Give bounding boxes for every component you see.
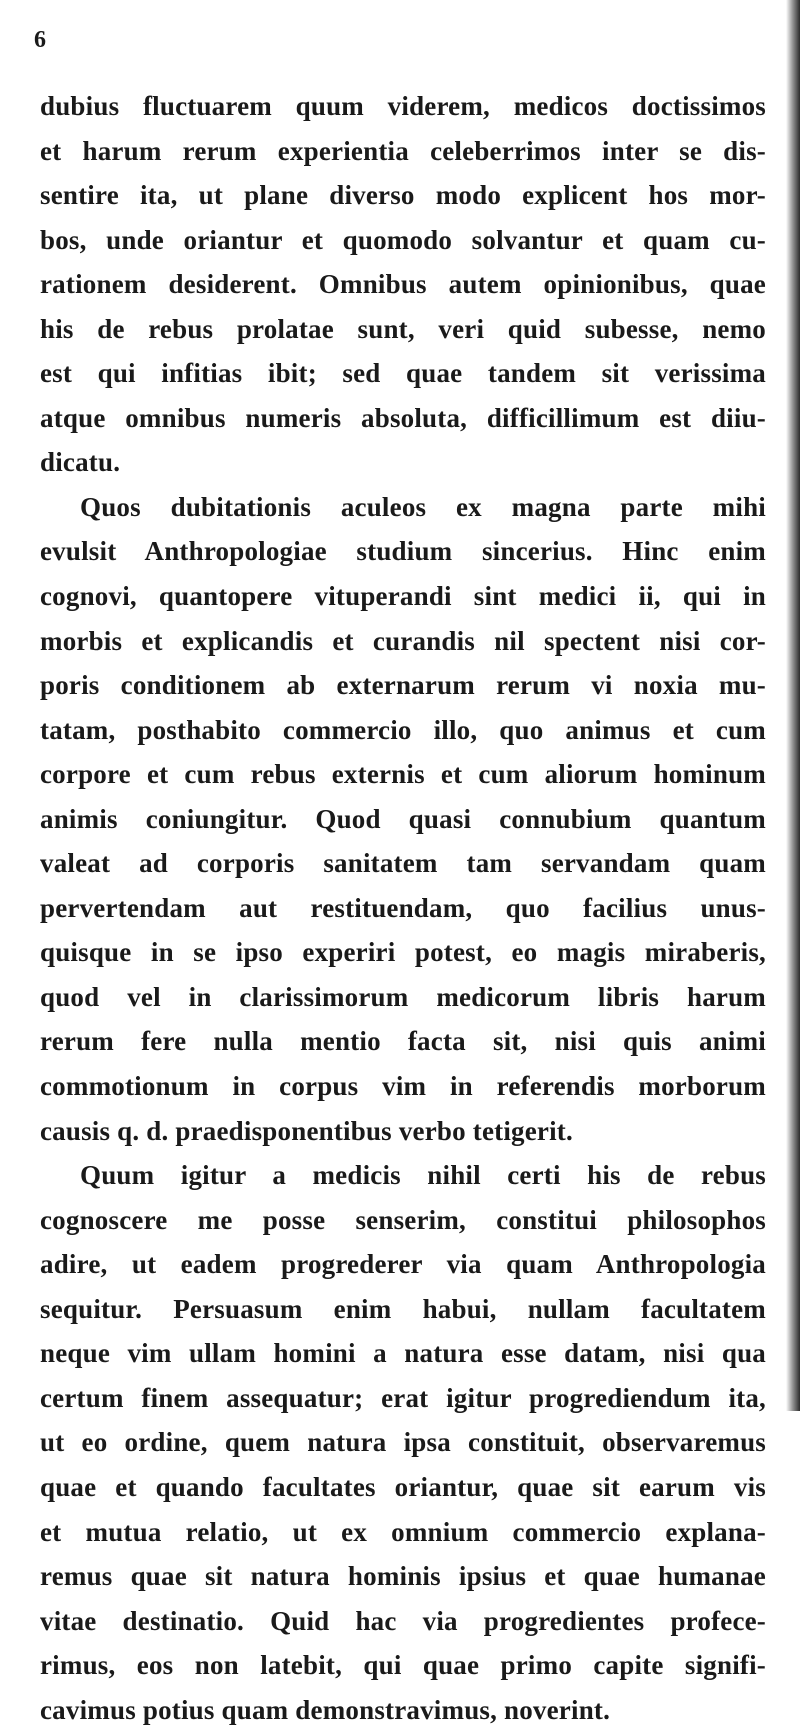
- text-line: remus quae sit natura hominis ipsius et quae humanae: [40, 1561, 766, 1592]
- text-line: poris conditionem ab externarum rerum vi noxia mu-: [40, 670, 766, 701]
- text-line: rimus, eos non latebit, qui quae primo capite signifi-: [40, 1650, 766, 1681]
- text-line: adire, ut eadem progrederer via quam Anthropologia: [40, 1249, 766, 1280]
- text-line: certum finem assequatur; erat igitur progrediendum ita,: [40, 1382, 766, 1413]
- text-line: bos, unde oriantur et quomodo solvantur et quam cu-: [40, 224, 766, 255]
- text-line: valeat ad corporis sanitatem tam servandam quam: [40, 848, 766, 879]
- text-line: ut eo ordine, quem natura ipsa constituit, observaremus: [40, 1427, 766, 1458]
- text-line: dubius fluctuarem quum viderem, medicos doctissimos: [40, 91, 766, 121]
- text-line: atque omnibus numeris absoluta, difficillimum est diiu-: [40, 402, 766, 433]
- text-line: cognoscere me posse senserim, constitui philosophos: [40, 1204, 766, 1235]
- text-line: neque vim ullam homini a natura esse datam, nisi qua: [40, 1338, 766, 1369]
- text-line: commotionum in corpus vim in referendis morborum: [40, 1071, 766, 1102]
- text-line: his de rebus prolatae sunt, veri quid subesse, nemo: [40, 313, 766, 344]
- text-line: sequitur. Persuasum enim habui, nullam facultatem: [40, 1293, 766, 1324]
- text-line: quisque in se ipso experiri potest, eo magis miraberis,: [40, 937, 766, 968]
- text-line: Quos dubitationis aculeos ex magna parte mihi: [80, 491, 766, 522]
- text-line: dicatu.: [40, 447, 121, 478]
- text-line: evulsit Anthropologiae studium sincerius. Hinc enim: [40, 536, 766, 567]
- text-line: quod vel in clarissimorum medicorum libris harum: [40, 981, 766, 1012]
- text-line: est qui infitias ibit; sed quae tandem sit verissima: [40, 358, 766, 389]
- page-edge-shadow: [786, 0, 800, 1411]
- text-line: sentire ita, ut plane diverso modo explicent hos mor-: [40, 180, 766, 211]
- text-line: pervertendam aut restituendam, quo facilius unus-: [40, 892, 766, 923]
- text-line: cognovi, quantopere vituperandi sint medici ii, qui in: [40, 581, 766, 612]
- text-line: et harum rerum experientia celeberrimos inter se dis-: [40, 135, 766, 166]
- text-line: vitae destinatio. Quid hac via progredientes profece-: [40, 1605, 766, 1636]
- text-line: animis coniungitur. Quod quasi connubium quantum: [40, 803, 766, 834]
- text-line: Quum igitur a medicis nihil certi his de rebus: [80, 1160, 766, 1191]
- text-line: corpore et cum rebus externis et cum aliorum hominum: [40, 759, 766, 790]
- text-line: causis q. d. praedisponentibus verbo tetigerit.: [40, 1115, 573, 1146]
- text-line: quae et quando facultates oriantur, quae sit earum vis: [40, 1471, 766, 1502]
- body-text: [40, 84, 766, 1732]
- text-line: rerum fere nulla mentio facta sit, nisi quis animi: [40, 1026, 766, 1057]
- text-line: et mutua relatio, ut ex omnium commercio explana-: [40, 1516, 766, 1547]
- text-line: tatam, posthabito commercio illo, quo animus et cum: [40, 714, 766, 745]
- text-line: morbis et explicandis et curandis nil spectent nisi cor-: [40, 625, 766, 656]
- page-number: 6: [34, 27, 46, 53]
- text-line: cavimus potius quam demonstravimus, noverint.: [40, 1694, 611, 1725]
- text-line: rationem desiderent. Omnibus autem opinionibus, quae: [40, 269, 766, 300]
